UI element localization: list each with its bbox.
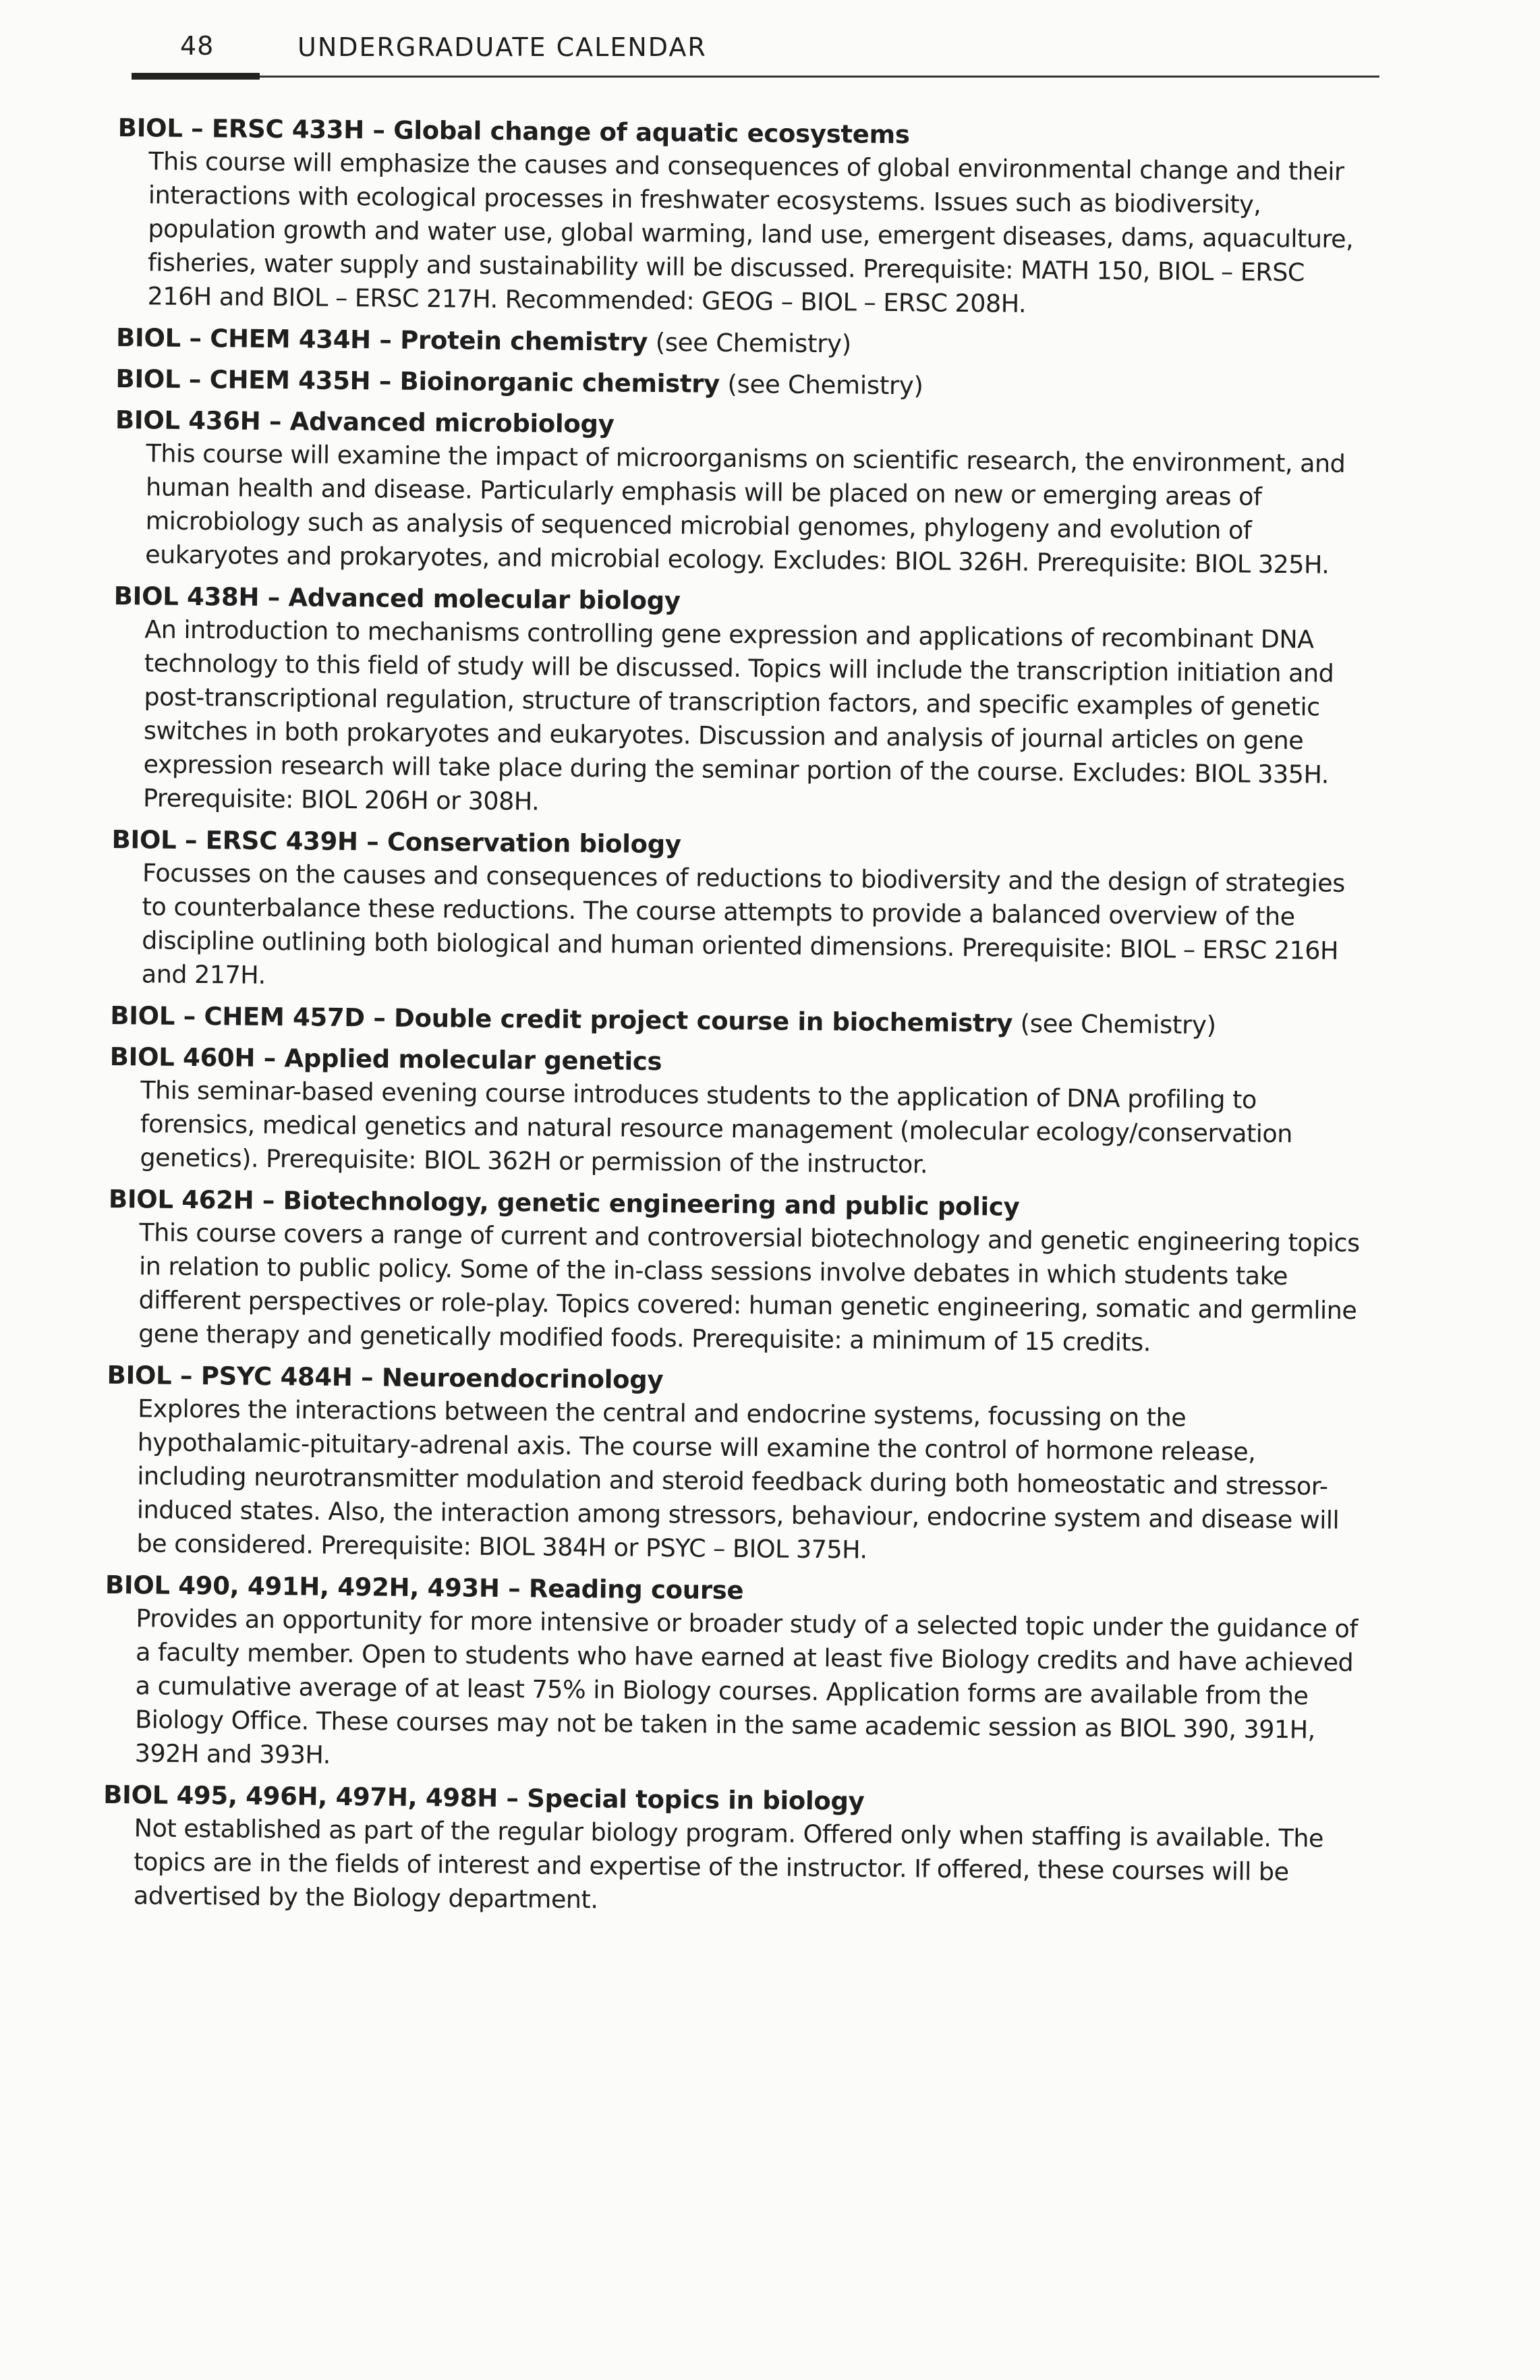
course-code: BIOL 490, 491H, 492H, 493H – Reading course (105, 1570, 744, 1606)
course-description: This course will emphasize the causes and consequences of global environmental change and their interactions with ecological processes in freshwater ecosystems. Issues such as biodiversity, population growth and water use, global warming, land use, emergent diseases, dams, aquaculture, fisheries, water supply and sustainability will be discussed. Prerequisite: MATH 150, BIOL – ERSC 216H and BIOL – ERSC 217H. Recommended: GEOG – BIOL – ERSC 208H. (147, 146, 1354, 318)
cross-reference: (see Chemistry) (727, 369, 923, 401)
course-code: BIOL 462H – Biotechnology, genetic engineering and public policy (108, 1184, 1020, 1222)
course-entry (112, 579, 1369, 826)
course-entry (105, 1359, 1362, 1571)
course-code: BIOL 436H – Advanced microbiology (115, 405, 615, 439)
course-description: Focusses on the causes and consequences of reductions to biodiversity and the design of strategies to counterbalance these reductions. The course attempts to provide a balanced overview of the discipline outlining both biological and human oriented dimensions. Prerequisite: BIOL – ERSC 216H and 217H. (141, 858, 1345, 990)
course-entry (107, 1183, 1363, 1361)
course-code: BIOL – PSYC 484H – Neuroendocrinology (107, 1360, 664, 1395)
course-code: BIOL 438H – Advanced molecular biology (113, 581, 681, 616)
course-description: Provides an opportunity for more intensive or broader study of a selected topic under the guidance of a faculty member. Open to students who have earned at least five Biology credits and have achieved a cumulative average of at least 75% in Biology courses. Application forms are available from the Biology Office. These courses may not be taken in the same academic session as BIOL 390, 391H, 392H and 393H. (134, 1604, 1358, 1769)
course-title (110, 999, 1365, 1043)
course-description: Not established as part of the regular biology program. Offered only when staffing is available. The topics are in the fields of interest and expertise of the instructor. If offered, these courses will be advertised by the Biology department. (133, 1813, 1324, 1915)
course-entry (116, 111, 1373, 324)
header-rule-thick (132, 73, 260, 80)
course-entry (103, 1778, 1359, 1923)
header-rule (260, 76, 1379, 78)
course-code: BIOL 460H – Applied molecular genetics (109, 1042, 662, 1077)
running-head: UNDERGRADUATE CALENDAR (297, 32, 707, 62)
course-code: BIOL 495, 496H, 497H, 498H – Special topics in biology (103, 1780, 865, 1816)
course-code: BIOL – ERSC 439H – Conservation biology (111, 824, 681, 859)
course-code: BIOL – ERSC 433H – Global change of aquatic ecosystems (117, 113, 910, 150)
page-header (132, 27, 1379, 81)
course-description: An introduction to mechanisms controlling gene expression and applications of recombinant DNA technology to this field of study will be discussed. Topics will include the transcription initiation and post-transcriptional regulation, structure of transcription factors, and specific examples of genetic switches in both prokaryotes and eukaryotes. Discussion and analysis of journal articles on gene expression research will take place during the seminar portion of the course. Excludes: BIOL 335H. Prerequisite: BIOL 206H or 308H. (142, 615, 1334, 816)
course-description: This course will examine the impact of microorganisms on scientific research, the environment, and human health and disease. Particularly emphasis will be placed on new or emerging areas of microbiology such as analysis of sequenced microbial genomes, phylogeny and evolution of eukaryotes and prokaryotes, and microbial ecology. Excludes: BIOL 326H. Prerequisite: BIOL 325H. (145, 438, 1346, 579)
course-list (103, 111, 1373, 1931)
course-entry (110, 999, 1365, 1043)
cross-reference: (see Chemistry) (655, 327, 852, 359)
cross-reference: (see Chemistry) (1020, 1009, 1216, 1040)
course-description: This seminar-based evening course introduces students to the application of DNA profiling to forensics, medical genetics and natural resource management (molecular ecology/conservation genetics). Prerequisite: BIOL 362H or permission of the instructor. (140, 1075, 1293, 1179)
course-entry (114, 403, 1370, 582)
course-entry (115, 362, 1370, 406)
page-number: 48 (180, 31, 215, 61)
course-entry (111, 823, 1367, 1002)
course-code: BIOL – CHEM 434H – Protein chemistry (115, 322, 648, 357)
course-description: Explores the interactions between the central and endocrine systems, focussing on the hypothalamic-pituitary-adrenal axis. The course will examine the control of hormone release, including neurotransmitter modulation and steroid feedback during both homeostatic and stressor-induced states. Also, the interaction among stressors, behaviour, endocrine system and disease will be considered. Prerequisite: BIOL 384H or PSYC – BIOL 375H. (136, 1394, 1340, 1564)
course-code: BIOL – CHEM 457D – Double credit project course in biochemistry (110, 1000, 1013, 1038)
course-entry (104, 1568, 1361, 1781)
course-entry (109, 1040, 1365, 1185)
course-code: BIOL – CHEM 435H – Bioinorganic chemistry (115, 364, 720, 399)
course-description: This course covers a range of current and controversial biotechnology and genetic engineering topics in relation to public policy. Some of the in-class sessions involve debates in which students take different perspectives or role-play. Topics covered: human genetic engineering, somatic and germline gene therapy and genetically modified foods. Prerequisite: a minimum of 15 credits. (138, 1218, 1360, 1357)
course-entry (116, 321, 1371, 365)
course-title (115, 362, 1370, 406)
course-title (116, 321, 1371, 365)
